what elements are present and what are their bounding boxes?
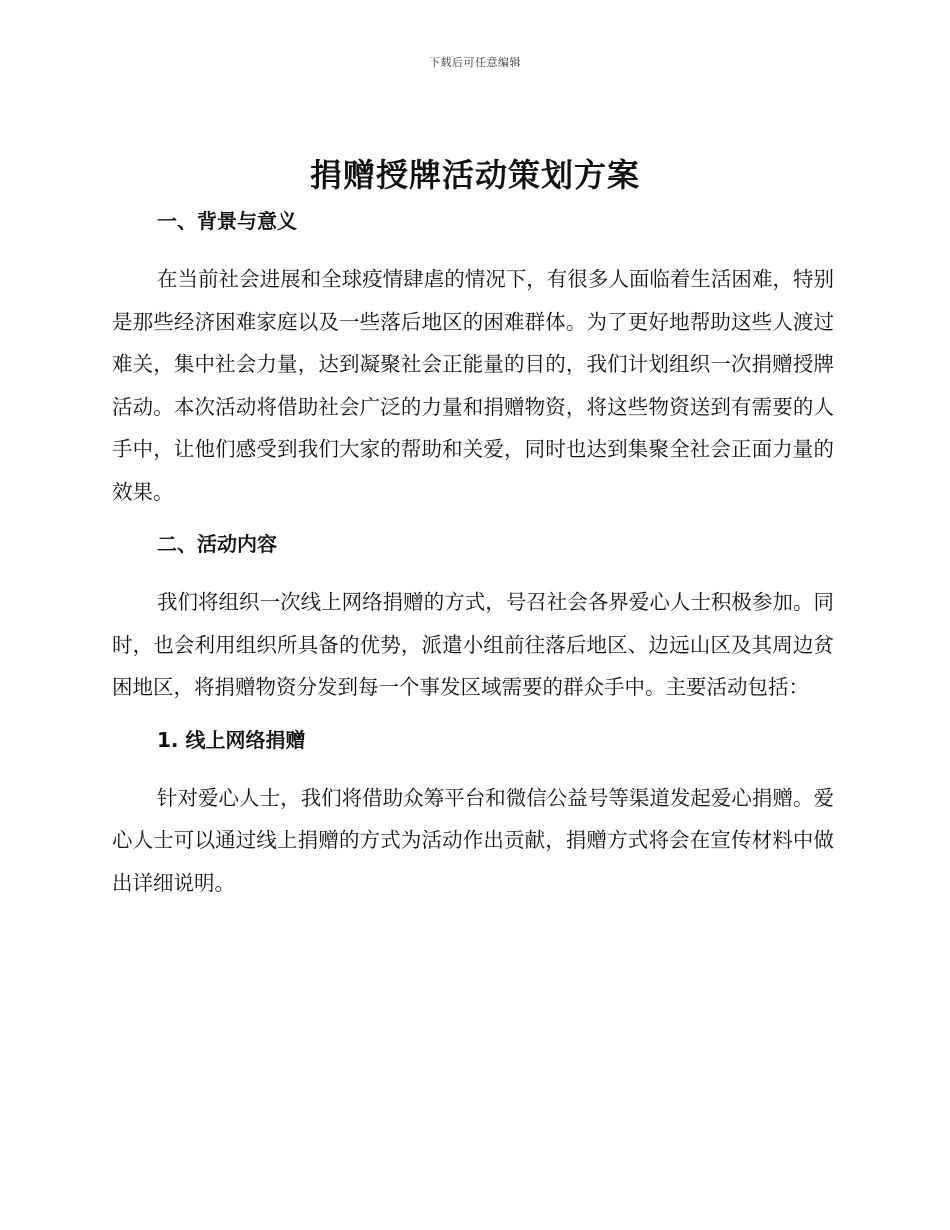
section-heading-background: 一、背景与意义 [157,209,297,233]
section-paragraph-content: 我们将组织一次线上网络捐赠的方式，号召社会各界爱心人士积极参加。同时，也会利用组织所具备的优势，派遣小组前往落后地区、边远山区及其周边贫困地区，将捐赠物资分发到每一个事发区域需要的群众手中。主要活动包括： [112,590,834,699]
section-paragraph-background: 在当前社会进展和全球疫情肆虐的情况下，有很多人面临着生活困难，特别是那些经济困难家庭以及一些落后地区的困难群体。为了更好地帮助这些人渡过难关，集中社会力量，达到凝聚社会正能量的目的，我们计划组织一次捐赠授牌活动。本次活动将借助社会广泛的力量和捐赠物资，将这些物资送到有需要的人手中，让他们感受到我们大家的帮助和关爱，同时也达到集聚全社会正面力量的效果。 [112,267,834,504]
subsection-paragraph-online-donation: 针对爱心人士，我们将借助众筹平台和微信公益号等渠道发起爱心捐赠。爱心人士可以通过线上捐赠的方式为活动作出贡献，捐赠方式将会在宣传材料中做出详细说明。 [112,785,834,895]
document-body [112,204,834,904]
header-note: 下载后可任意编辑 [429,56,521,69]
subsection-heading-online-donation: 1. 线上网络捐赠 [157,727,306,752]
section-heading-content: 二、活动内容 [157,532,277,556]
document-title: 捐赠授牌活动策划方案 [309,156,640,194]
